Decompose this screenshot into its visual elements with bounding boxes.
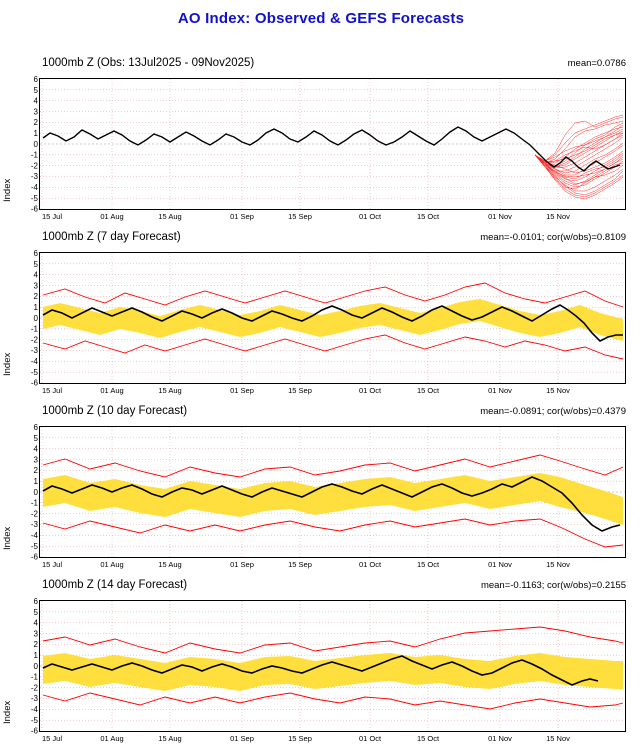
panel-observed-ylabel: Index [2,178,13,202]
svg-text:15 Aug: 15 Aug [158,734,182,743]
panel-fcst14-yticks [12,593,42,739]
svg-text:15 Jul: 15 Jul [42,386,63,395]
svg-text:5: 5 [33,607,38,617]
svg-text:6: 6 [33,249,38,258]
svg-text:5: 5 [33,85,38,95]
svg-text:01 Sep: 01 Sep [230,734,254,743]
svg-text:4: 4 [33,444,38,454]
svg-text:-2: -2 [30,161,38,171]
svg-text:01 Oct: 01 Oct [358,734,382,743]
svg-text:-4: -4 [30,531,38,540]
svg-text:-1: -1 [30,324,38,334]
svg-text:01 Oct: 01 Oct [358,560,382,569]
svg-text:01 Nov: 01 Nov [488,560,512,569]
svg-text:0: 0 [33,487,38,497]
svg-text:6: 6 [33,423,38,432]
svg-text:3: 3 [33,455,38,465]
svg-text:-1: -1 [30,150,38,160]
svg-text:2: 2 [33,292,38,302]
panel-fcst10-yticks [12,419,42,565]
svg-text:-6: -6 [30,378,38,388]
svg-text:2: 2 [33,466,38,476]
svg-text:01 Nov: 01 Nov [488,386,512,395]
svg-text:01 Nov: 01 Nov [488,734,512,743]
panel-observed-title: 1000mb Z (Obs: 13Jul2025 - 09Nov2025) [42,57,255,69]
panel-fcst10-stat: mean=-0.0891; cor(w/obs)=0.4379 [480,406,626,417]
svg-text:-2: -2 [30,335,38,345]
svg-text:15 Oct: 15 Oct [416,386,440,395]
panel-fcst10-xticks [39,558,629,572]
svg-text:-1: -1 [30,672,38,682]
svg-text:-3: -3 [30,346,38,356]
svg-text:15 Sep: 15 Sep [288,734,312,743]
panel-fcst07-plot [39,252,626,384]
svg-text:-6: -6 [30,204,38,214]
svg-text:3: 3 [33,629,38,639]
panel-fcst14-title: 1000mb Z (14 day Forecast) [42,579,188,591]
svg-text:15 Nov: 15 Nov [546,212,570,221]
svg-text:15 Aug: 15 Aug [158,212,182,221]
svg-text:01 Sep: 01 Sep [230,560,254,569]
svg-text:-2: -2 [30,509,38,519]
svg-text:1: 1 [33,129,38,138]
panel-fcst07-ylabel: Index [2,352,13,376]
svg-text:-5: -5 [30,715,38,725]
panel-fcst14-plot [39,600,626,732]
svg-text:01 Aug: 01 Aug [100,386,124,395]
panel-fcst10-ylabel: Index [2,526,13,550]
svg-text:-4: -4 [30,183,38,192]
svg-text:1: 1 [33,303,38,312]
svg-text:01 Sep: 01 Sep [230,386,254,395]
svg-text:15 Oct: 15 Oct [416,734,440,743]
svg-text:3: 3 [33,281,38,291]
svg-text:01 Nov: 01 Nov [488,212,512,221]
svg-text:15 Oct: 15 Oct [416,212,440,221]
panel-fcst07-yticks [12,245,42,391]
panel-fcst07-title: 1000mb Z (7 day Forecast) [42,231,181,243]
ensemble-spaghetti [535,115,623,199]
panel-observed-plot [39,78,626,210]
panel-fcst07-stat: mean=-0.0101; cor(w/obs)=0.8109 [480,232,626,243]
svg-text:01 Aug: 01 Aug [100,734,124,743]
svg-text:-4: -4 [30,357,38,366]
svg-text:15 Aug: 15 Aug [158,386,182,395]
svg-text:01 Sep: 01 Sep [230,212,254,221]
svg-text:-2: -2 [30,683,38,693]
page-title: AO Index: Observed & GEFS Forecasts [177,10,465,27]
svg-text:5: 5 [33,433,38,443]
svg-text:01 Oct: 01 Oct [358,212,382,221]
svg-text:15 Nov: 15 Nov [546,734,570,743]
svg-text:15 Sep: 15 Sep [288,212,312,221]
observed-line [43,127,620,171]
panel-fcst07-xticks [39,384,629,398]
panel-observed-xticks [39,210,629,224]
spread-band [43,473,623,525]
svg-text:3: 3 [33,107,38,117]
svg-text:6: 6 [33,75,38,84]
svg-text:0: 0 [33,139,38,149]
svg-text:15 Jul: 15 Jul [42,734,63,743]
svg-text:-4: -4 [30,705,38,714]
svg-text:4: 4 [33,618,38,628]
svg-text:4: 4 [33,270,38,280]
svg-text:-3: -3 [30,694,38,704]
svg-text:01 Aug: 01 Aug [100,212,124,221]
svg-text:6: 6 [33,597,38,606]
svg-text:2: 2 [33,640,38,650]
panel-observed-stat: mean=0.0786 [567,58,626,69]
svg-text:15 Sep: 15 Sep [288,560,312,569]
svg-text:15 Aug: 15 Aug [158,560,182,569]
spread-band [43,653,623,691]
svg-text:15 Nov: 15 Nov [546,560,570,569]
svg-text:-6: -6 [30,552,38,562]
panel-fcst10-plot [39,426,626,558]
svg-text:2: 2 [33,118,38,128]
svg-text:-5: -5 [30,541,38,551]
svg-text:-3: -3 [30,520,38,530]
svg-text:15 Nov: 15 Nov [546,386,570,395]
svg-text:15 Oct: 15 Oct [416,560,440,569]
svg-text:-5: -5 [30,193,38,203]
svg-text:1: 1 [33,477,38,486]
svg-text:0: 0 [33,313,38,323]
svg-text:-1: -1 [30,498,38,508]
svg-text:4: 4 [33,96,38,106]
svg-text:15 Jul: 15 Jul [42,212,63,221]
panel-fcst14-xticks [39,732,629,746]
svg-text:-6: -6 [30,726,38,736]
panel-observed-yticks [12,71,42,217]
panel-fcst14-ylabel: Index [2,700,13,724]
svg-text:1: 1 [33,651,38,660]
svg-text:15 Sep: 15 Sep [288,386,312,395]
svg-text:01 Oct: 01 Oct [358,386,382,395]
svg-text:01 Aug: 01 Aug [100,560,124,569]
svg-text:-3: -3 [30,172,38,182]
panel-fcst14-stat: mean=-0.1163; cor(w/obs)=0.2155 [480,580,626,591]
spread-band [43,299,623,341]
svg-text:15 Jul: 15 Jul [42,560,63,569]
svg-text:5: 5 [33,259,38,269]
svg-text:0: 0 [33,661,38,671]
panel-fcst10-title: 1000mb Z (10 day Forecast) [42,405,188,417]
svg-text:-5: -5 [30,367,38,377]
